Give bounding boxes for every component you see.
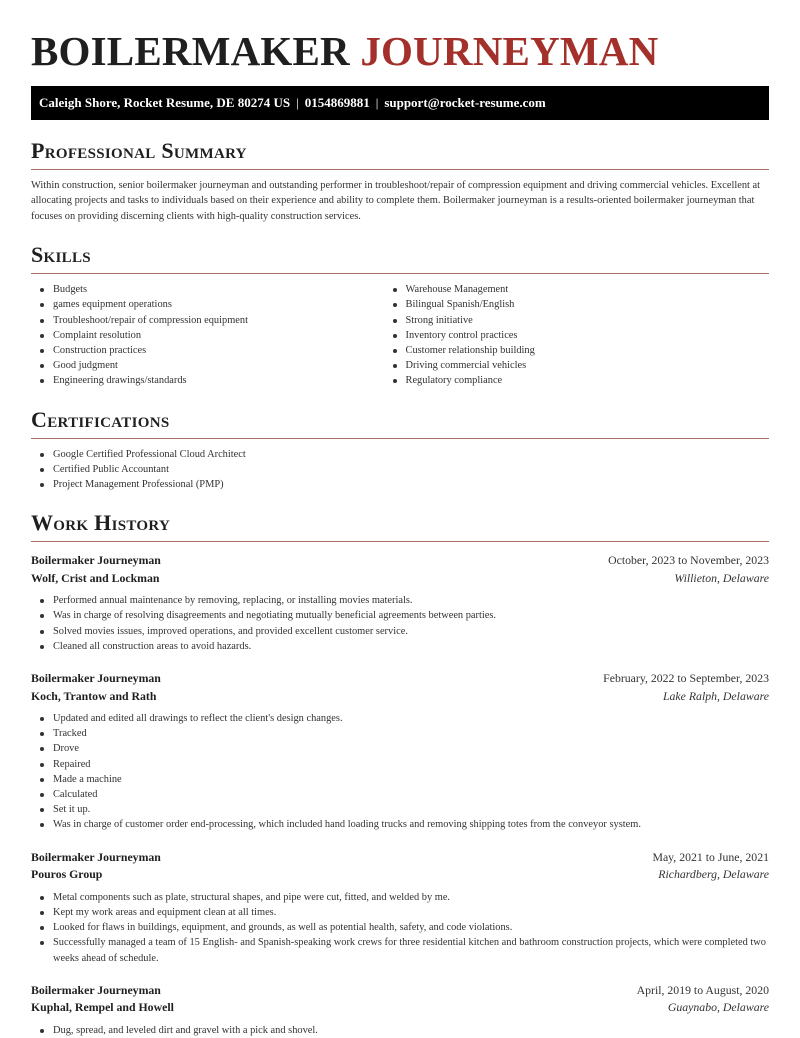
- skill-item: Troubleshoot/repair of compression equipment: [53, 313, 384, 328]
- job-company-row: [31, 570, 769, 588]
- skill-item: Construction practices: [53, 343, 384, 358]
- job-bullet: Made a machine: [53, 772, 769, 787]
- job-bullet: Drove: [53, 741, 769, 756]
- job-company: Kuphal, Rempel and Howell: [31, 1000, 174, 1015]
- certifications-list: [31, 447, 769, 493]
- job-dates: May, 2021 to June, 2021: [652, 849, 769, 864]
- job-location: Willieton, Delaware: [674, 570, 769, 585]
- contact-bar: [31, 86, 769, 120]
- title-first-word: BOILERMAKER: [31, 28, 350, 74]
- job-location: Richardberg, Delaware: [658, 867, 769, 882]
- jobs-list: [31, 552, 769, 1038]
- job-entry: [31, 849, 769, 966]
- job-bullet: Metal components such as plate, structural shapes, and pipe were cut, fitted, and welded by me.: [53, 890, 769, 905]
- contact-separator: |: [296, 95, 299, 110]
- summary-text: Within construction, senior boilermaker journeyman and outstanding performer in troubleshoot/repair of compression equipment and driving commercial vehicles. Excellent at allocating projects and tasks to individuals based on their experience and ability to complete them. Boilermaker journeyman is a results-oriented boilermaker journeyman that focuses on providing discerning clients with high-quality construction services.: [31, 180, 761, 222]
- job-header-row: [31, 552, 769, 570]
- job-bullet: Kept my work areas and equipment clean at all times.: [53, 905, 769, 920]
- certifications-section: [31, 407, 769, 493]
- skills-heading: Skills: [31, 242, 769, 274]
- job-bullets: [31, 890, 769, 966]
- job-header-row: [31, 849, 769, 867]
- job-dates: October, 2023 to November, 2023: [608, 553, 769, 568]
- skill-item: Complaint resolution: [53, 328, 384, 343]
- work-history-heading: Work History: [31, 510, 769, 542]
- job-header-row: [31, 982, 769, 1000]
- skill-item: games equipment operations: [53, 297, 384, 312]
- skills-right-list: [384, 282, 769, 388]
- job-title: Boilermaker Journeyman: [31, 671, 161, 686]
- skill-item: Regulatory compliance: [406, 373, 769, 388]
- skill-item: Strong initiative: [406, 313, 769, 328]
- job-bullet: Solved movies issues, improved operations, and provided excellent customer service.: [53, 624, 769, 639]
- job-title: Boilermaker Journeyman: [31, 553, 161, 568]
- job-company: Koch, Trantow and Rath: [31, 688, 157, 703]
- job-location: Lake Ralph, Delaware: [662, 688, 769, 703]
- job-bullet: Successfully managed a team of 15 English- and Spanish-speaking work crews for three residential kitchen and bathroom construction projects, which were completed two weeks ahead of schedule.: [53, 935, 769, 965]
- job-header-row: [31, 670, 769, 688]
- job-dates: April, 2019 to August, 2020: [636, 982, 769, 997]
- job-title: Boilermaker Journeyman: [31, 982, 161, 997]
- certification-item: Project Management Professional (PMP): [53, 477, 769, 492]
- skill-item: Engineering drawings/standards: [53, 373, 384, 388]
- job-title: Boilermaker Journeyman: [31, 849, 161, 864]
- contact-email: support@rocket-resume.com: [384, 95, 546, 110]
- skill-item: Good judgment: [53, 358, 384, 373]
- job-company: Pouros Group: [31, 867, 103, 882]
- job-bullet: Cleaned all construction areas to avoid hazards.: [53, 639, 769, 654]
- resume-title: [31, 0, 769, 85]
- skill-item: Bilingual Spanish/English: [406, 297, 769, 312]
- certification-item: Certified Public Accountant: [53, 462, 769, 477]
- skill-item: Driving commercial vehicles: [406, 358, 769, 373]
- skill-item: Customer relationship building: [406, 343, 769, 358]
- work-history-section: [31, 510, 769, 1038]
- job-bullet: Tracked: [53, 726, 769, 741]
- summary-section: [31, 138, 769, 224]
- job-bullet: Was in charge of resolving disagreements and negotiating mutually beneficial agreements between parties.: [53, 608, 769, 623]
- job-entry: [31, 982, 769, 1038]
- title-last-word: JOURNEYMAN: [360, 28, 659, 74]
- job-company-row: [31, 999, 769, 1017]
- job-bullets: [31, 593, 769, 654]
- job-company-row: [31, 866, 769, 884]
- skills-section: [31, 242, 769, 388]
- summary-heading: Professional Summary: [31, 138, 769, 170]
- contact-phone: 0154869881: [304, 95, 370, 110]
- job-bullet: Set it up.: [53, 802, 769, 817]
- job-bullet: Repaired: [53, 757, 769, 772]
- certification-item: Google Certified Professional Cloud Architect: [53, 447, 769, 462]
- contact-separator: |: [375, 95, 379, 110]
- job-company: Wolf, Crist and Lockman: [31, 570, 160, 585]
- resume-page: [31, 0, 769, 1038]
- job-bullets: [31, 711, 769, 833]
- job-location: Guaynabo, Delaware: [667, 1000, 769, 1015]
- contact-address: Caleigh Shore, Rocket Resume, DE 80274 US: [39, 95, 291, 110]
- skill-item: Budgets: [53, 282, 384, 297]
- skill-item: Warehouse Management: [406, 282, 769, 297]
- job-bullet: Was in charge of customer order end-processing, which included hand loading trucks and removing shipping totes from the conveyor system.: [53, 817, 769, 832]
- skills-left-list: [31, 282, 384, 388]
- job-bullet: Dug, spread, and leveled dirt and gravel with a pick and shovel.: [53, 1023, 769, 1038]
- job-company-row: [31, 688, 769, 706]
- job-bullet: Calculated: [53, 787, 769, 802]
- job-bullet: Updated and edited all drawings to reflect the client's design changes.: [53, 711, 769, 726]
- skill-item: Inventory control practices: [406, 328, 769, 343]
- job-bullet: Looked for flaws in buildings, equipment, and grounds, as well as potential health, safety, and code violations.: [53, 920, 769, 935]
- job-entry: [31, 552, 769, 654]
- job-bullets: [31, 1023, 769, 1038]
- skills-grid: [31, 274, 769, 388]
- certifications-heading: Certifications: [31, 407, 769, 439]
- job-dates: February, 2022 to September, 2023: [603, 671, 769, 686]
- job-entry: [31, 670, 769, 833]
- job-bullet: Performed annual maintenance by removing, replacing, or installing movies materials.: [53, 593, 769, 608]
